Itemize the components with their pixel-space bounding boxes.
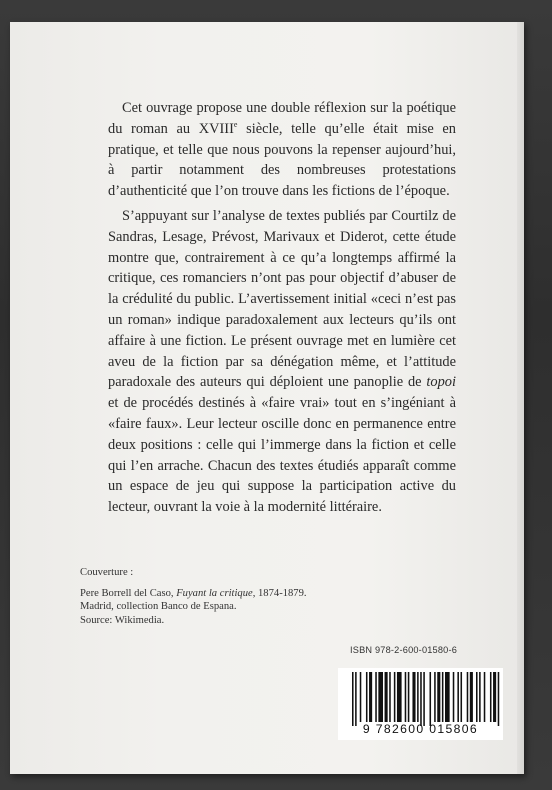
italic-term: topoi: [426, 374, 456, 391]
cover-credits: [80, 566, 380, 627]
barcode-bar: [389, 672, 391, 722]
blurb-paragraph-1: [108, 98, 456, 202]
artwork-title: Fuyant la critique: [176, 587, 253, 599]
barcode-bar: [479, 672, 481, 722]
cover-edge: [517, 22, 524, 774]
barcode-bar: [490, 672, 492, 722]
barcode-bar: [355, 672, 357, 726]
barcode-bar: [385, 672, 388, 722]
barcode-bar: [352, 672, 354, 726]
credits-line-2: Madrid, collection Banco de Espana.: [80, 601, 237, 613]
isbn-label: ISBN 978-2-600-01580-6: [350, 645, 458, 655]
barcode-bar: [420, 672, 422, 726]
barcode-bar: [412, 672, 415, 722]
credits-label: Couverture :: [80, 567, 134, 578]
blurb-text: S’appuyant sur l’analyse de textes publiés par Courtilz de Sandras, Lesage, Prévost, Marivaux et Diderot, cette étude montre que, contrairement à ce qu’a longtemps affirmé la critique, ces romanciers n’ont pas pour objectif d’abuser de la crédulité du public. L’avertissement initial «ceci n’est pas un roman» indique paradoxalement aux lecteurs qu’ils ont affaire à une fiction. Le présent ouvrage met en lumière cet aveu de la fiction par sa dénégation même, et l’attitude paradoxale des auteurs qui déploient une panoplie de: [108, 207, 456, 391]
barcode-bar: [476, 672, 478, 722]
blurb-text: siècle, telle qu’elle était mise en pratique, et telle que nous pouvons la repenser aujourd’hui, à partir notamment des nombreuses protestations d’authenticité que l’on trouve dans les fictions de l’époque.: [108, 120, 456, 200]
barcode-bar: [405, 672, 407, 722]
blurb-paragraph-2: [108, 206, 456, 518]
credits-line-1: [80, 587, 380, 601]
back-cover-blurb: [108, 98, 456, 518]
barcode-bar: [442, 672, 444, 722]
barcode-bars: [338, 668, 503, 728]
barcode-bar: [394, 672, 396, 722]
barcode-bar: [360, 672, 362, 722]
barcode-bar: [445, 672, 450, 722]
barcode-bar: [467, 672, 469, 722]
barcode-bar: [498, 672, 500, 726]
credits-line-3: Source: Wikimedia.: [80, 614, 165, 626]
barcode-bar: [397, 672, 402, 722]
barcode-bar: [408, 672, 410, 722]
barcode-bar: [423, 672, 425, 726]
superscript: e: [233, 119, 238, 129]
barcode-bar: [470, 672, 473, 722]
credits-text: Pere Borrell del Caso,: [80, 587, 177, 599]
barcode-bar: [378, 672, 383, 722]
blurb-text: et de procédés destinés à «faire vrai» tout en s’ingéniant à «faire faux». Leur lecteur oscille donc en permanence entre deux positions : celle qui l’immerge dans la fiction et celle qui l’en arrache. Chacun des textes étudiés apparaît comme un espace de jeu qui suppose la participation active du lecteur, ouvrant la voie à la modernité littéraire.: [108, 395, 456, 516]
barcode-bar: [457, 672, 459, 722]
barcode-bar: [430, 672, 432, 726]
barcode: [338, 668, 503, 740]
barcode-bar: [461, 672, 463, 722]
barcode-bar: [417, 672, 419, 722]
barcode-bar: [437, 672, 440, 722]
credits-text: , 1874-1879.: [252, 587, 307, 599]
barcode-bar: [369, 672, 372, 722]
barcode-bar: [434, 672, 436, 722]
barcode-bar: [453, 672, 455, 722]
barcode-bar: [375, 672, 377, 722]
barcode-bar: [366, 672, 368, 722]
barcode-bar: [493, 672, 496, 722]
barcode-bar: [484, 672, 486, 722]
blurb-text: Cet ouvrage propose une double réflexion sur la poétique du roman au XVIII: [108, 100, 456, 137]
barcode-digits: 9 782600 015806: [362, 722, 479, 736]
